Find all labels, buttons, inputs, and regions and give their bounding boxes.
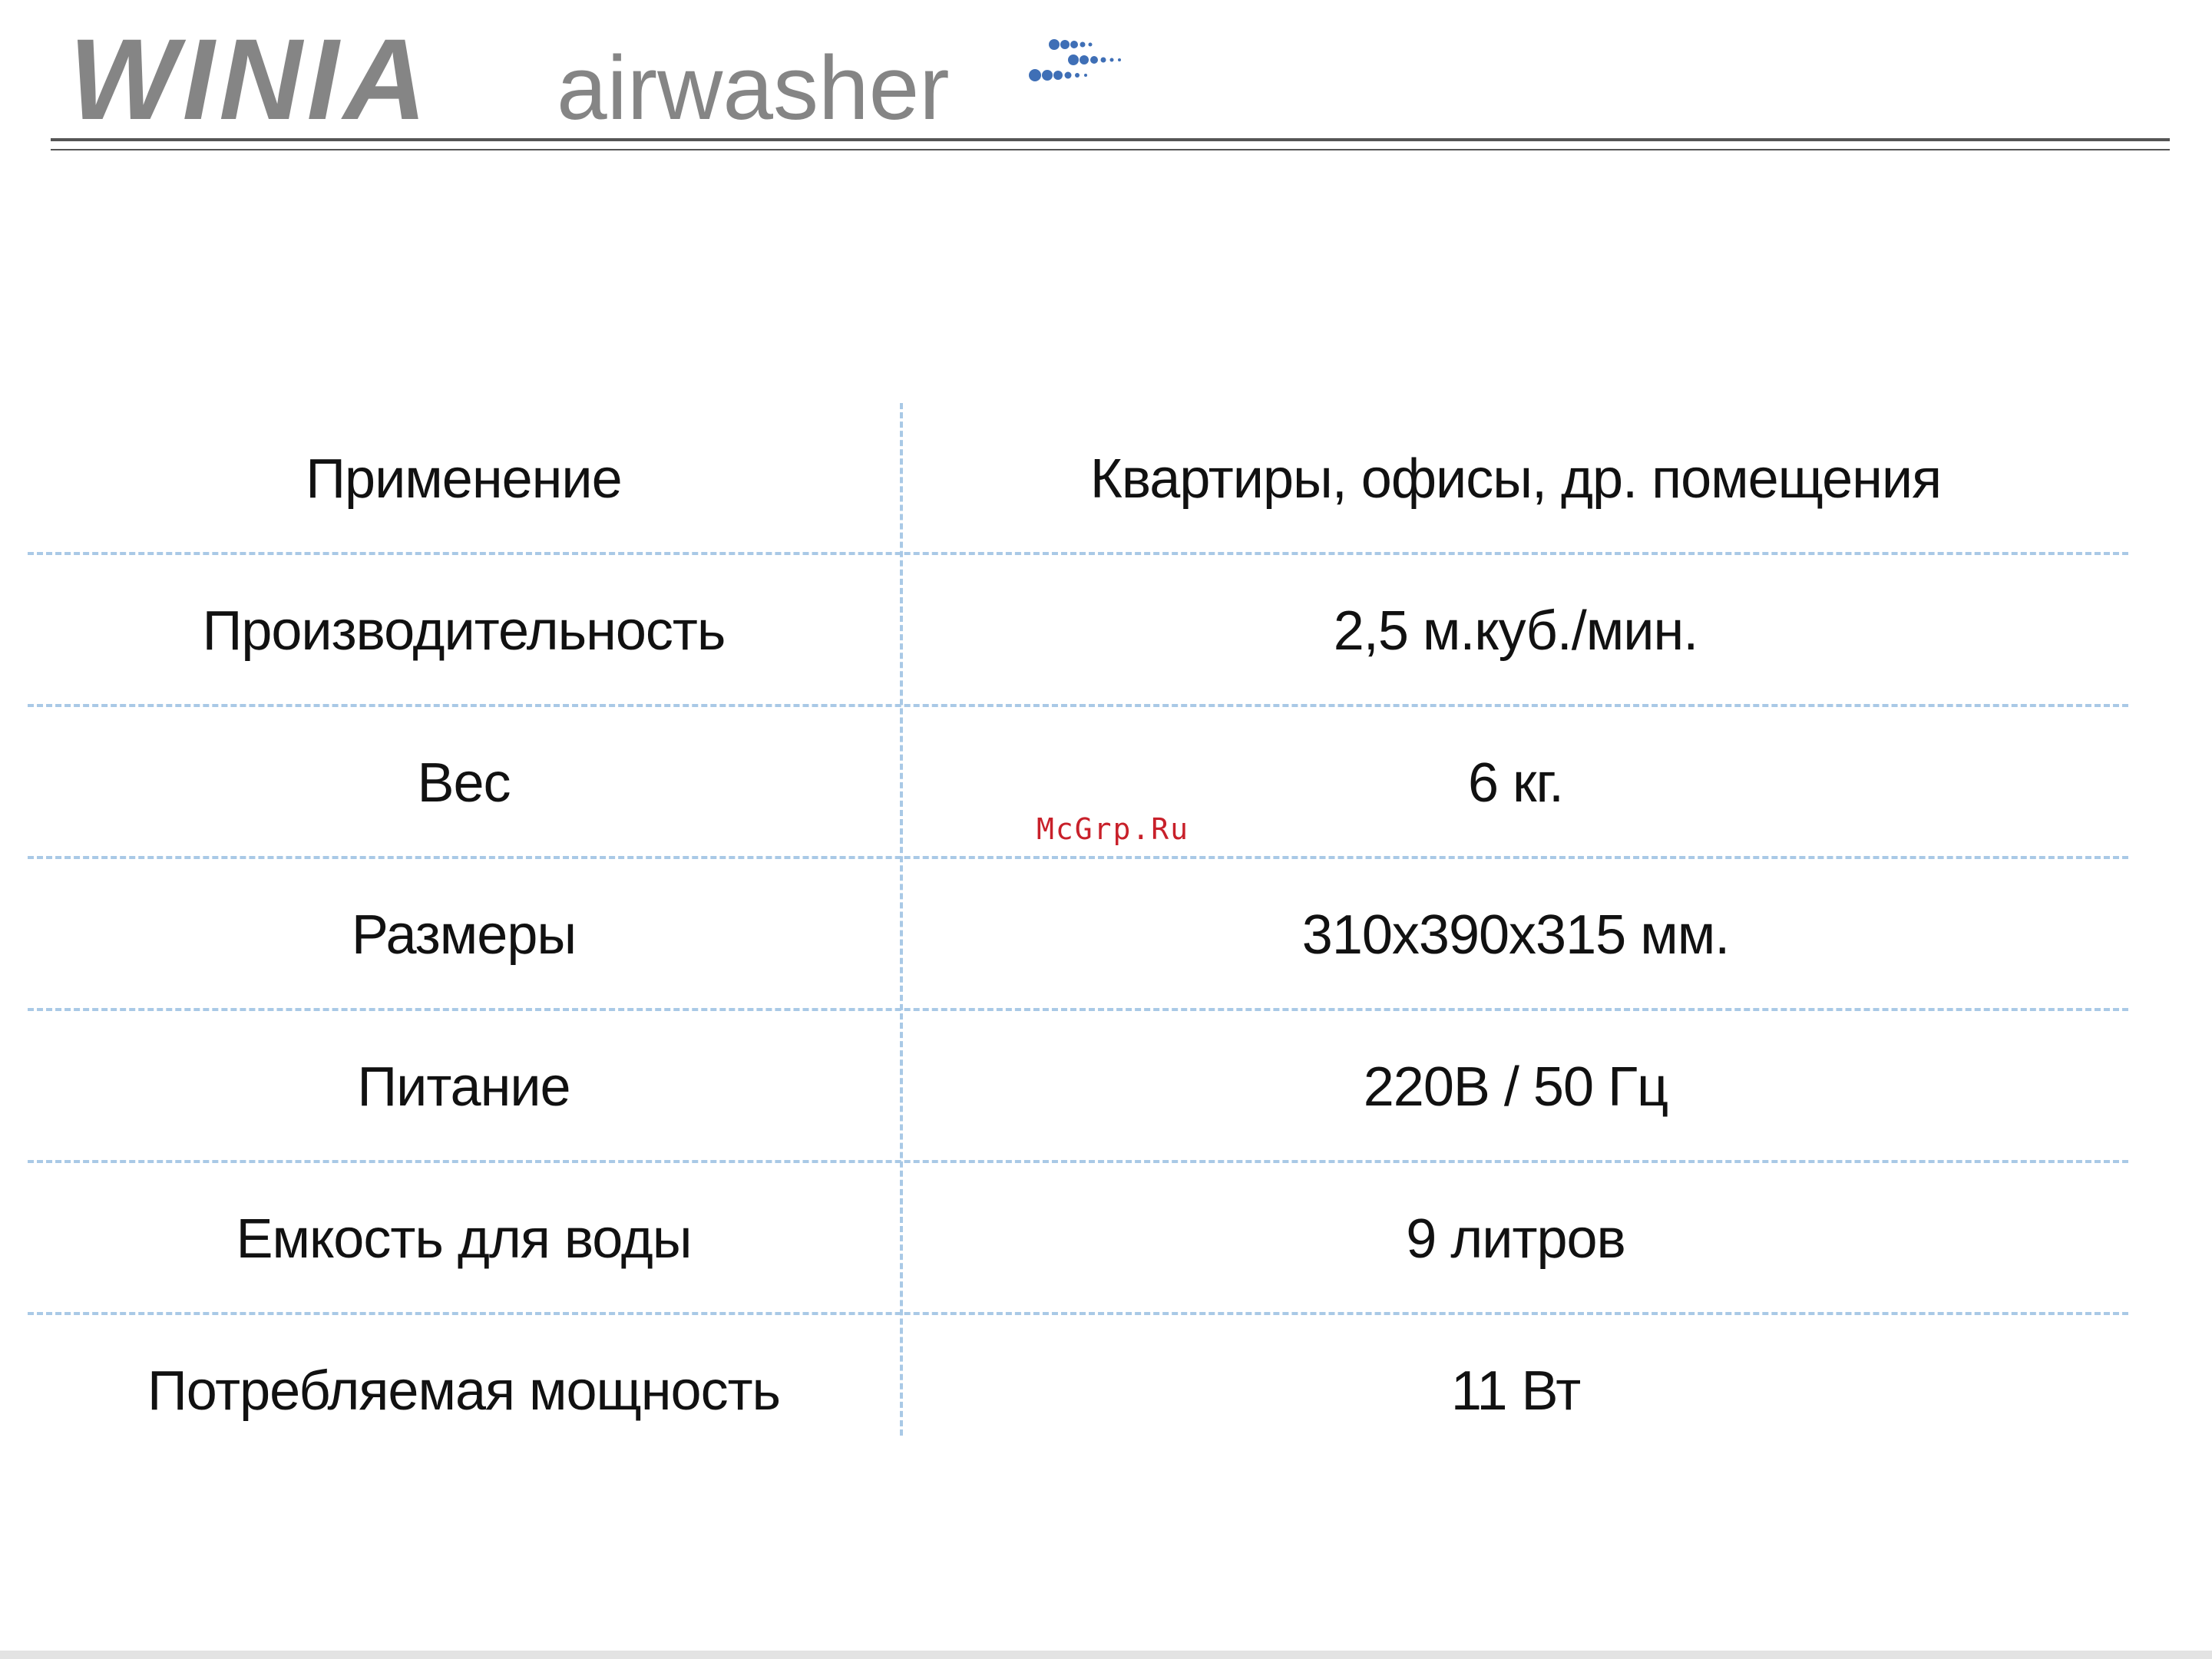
logo-wordmark: WINIA (69, 23, 431, 138)
spec-table (28, 403, 2128, 1436)
spec-value: 6 кг. (1467, 752, 1564, 814)
table-row (28, 1315, 2128, 1467)
spec-value: 11 Вт (1450, 1360, 1581, 1422)
header-divider-thin (51, 149, 2170, 150)
table-row (28, 403, 2128, 555)
brand-logo (69, 23, 1144, 138)
table-row (28, 1011, 2128, 1163)
spec-value: 220В / 50 Гц (1363, 1056, 1668, 1118)
spec-label: Размеры (351, 904, 577, 966)
header-divider (51, 138, 2170, 141)
logo-product-line: airwasher (557, 38, 950, 138)
logo-dots-icon (1029, 39, 1121, 81)
spec-label: Применение (306, 448, 622, 510)
spec-value: Квартиры, офисы, др. помещения (1089, 448, 1942, 510)
spec-label: Потребляемая мощность (147, 1360, 781, 1422)
table-row (28, 1163, 2128, 1315)
spec-label: Вес (417, 752, 511, 814)
spec-value: 9 литров (1406, 1208, 1625, 1270)
spec-value: 2,5 м.куб./мин. (1333, 600, 1698, 662)
spec-label: Емкость для воды (236, 1208, 692, 1270)
spec-label: Производительность (202, 600, 726, 662)
spec-value: 310x390x315 мм. (1301, 904, 1730, 966)
table-row (28, 859, 2128, 1011)
spec-label: Питание (357, 1056, 570, 1118)
bottom-edge (0, 1651, 2212, 1659)
table-row (28, 555, 2128, 707)
watermark: McGrp.Ru (1037, 812, 1190, 846)
